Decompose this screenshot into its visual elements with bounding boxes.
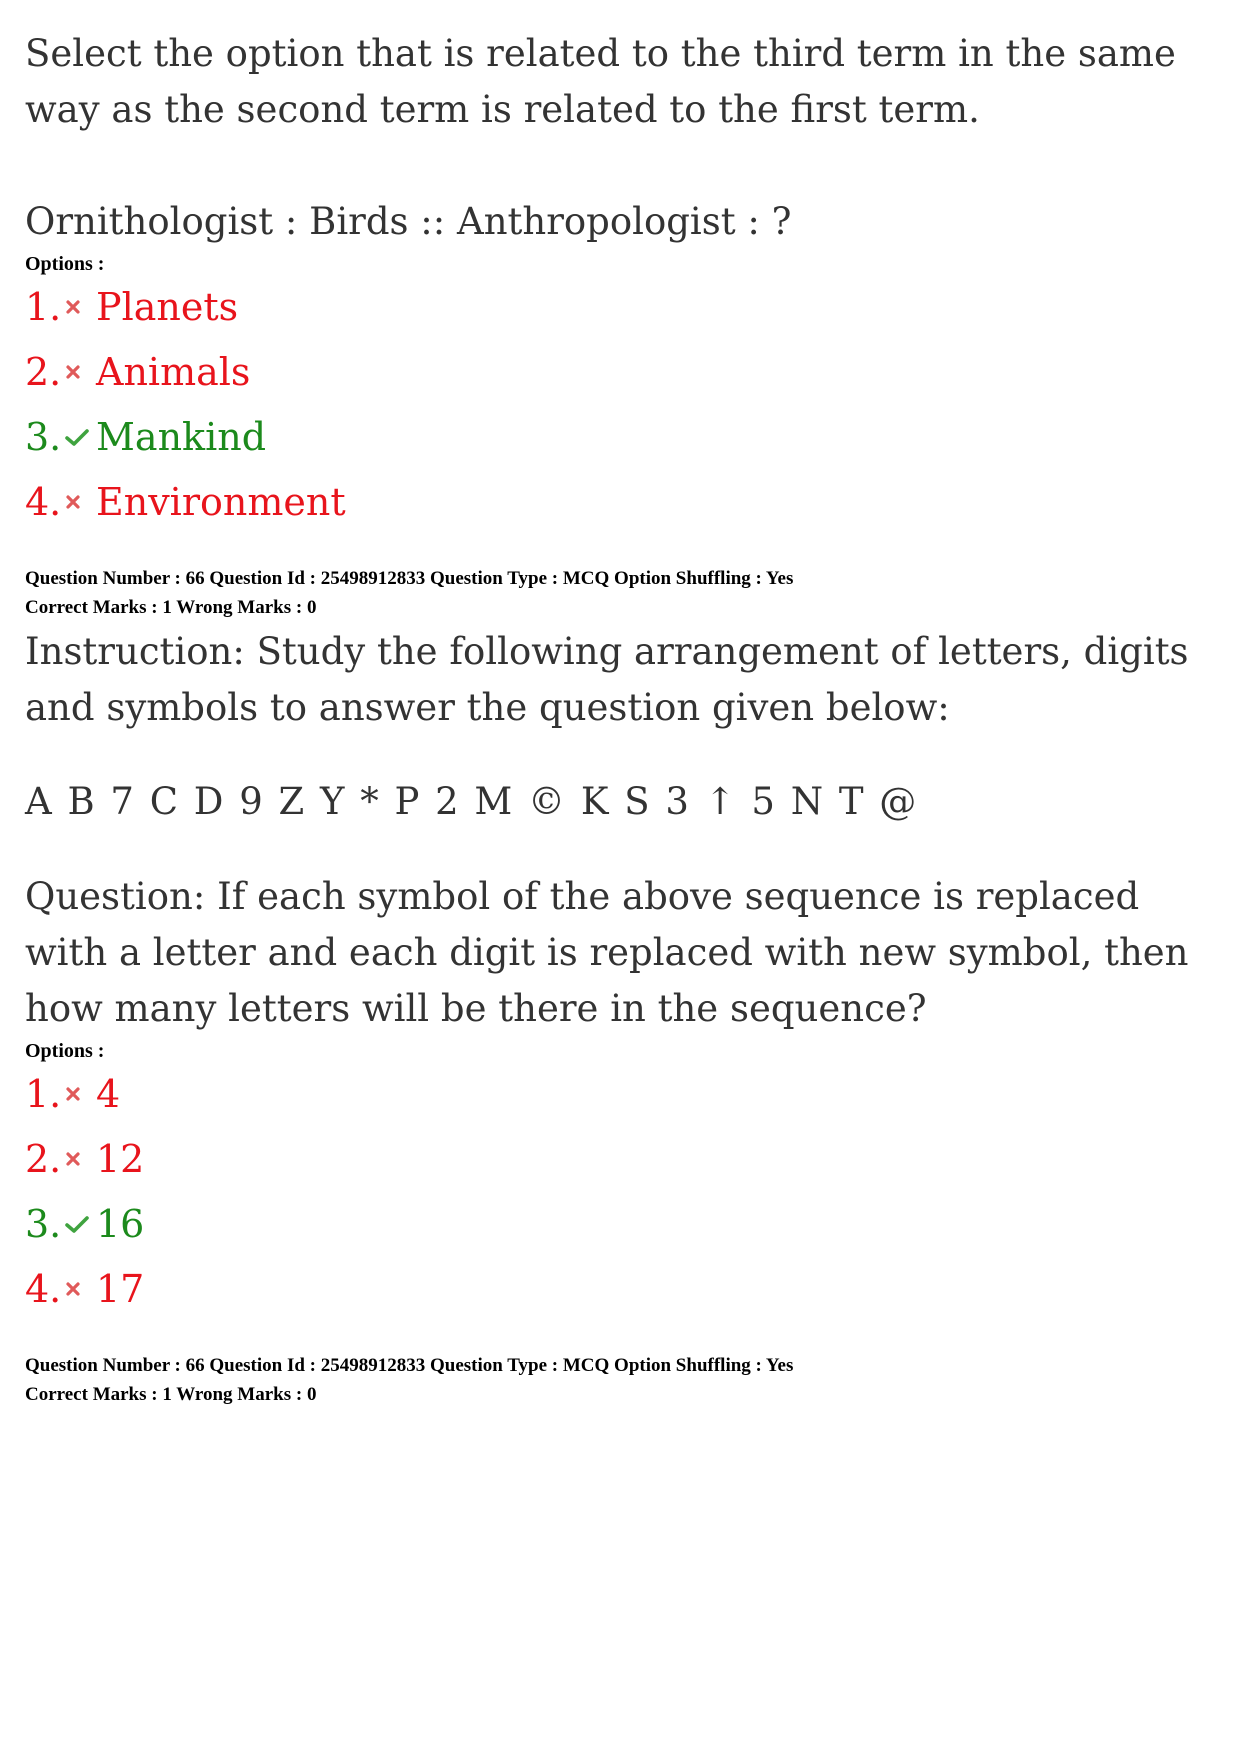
question-meta-line: Question Number : 66 Question Id : 25498912833 Question Type : MCQ Option Shuffling : Yes [25,1355,794,1376]
option-number: 3. [25,414,62,459]
option-3[interactable] [25,404,1215,469]
cross-icon [65,1151,96,1167]
question-meta-line: Question Number : 66 Question Id : 25498912833 Question Type : MCQ Option Shuffling : Yes [25,568,794,589]
option-number: 1. [25,284,62,329]
option-text: Animals [96,349,251,394]
option-text: Environment [96,479,346,524]
question-line: how many letters will be there in the sequence? [25,987,927,1030]
option-4[interactable] [25,1256,1215,1321]
question-paper-page [25,26,1215,1409]
question-block-2 [25,624,1215,1409]
option-2[interactable] [25,1126,1215,1191]
question-block-1 [25,26,1215,622]
symbol-sequence: A B 7 C D 9 Z Y * P 2 M © K S 3 ↑ 5 N T @ [25,780,919,823]
option-number: 2. [25,1136,62,1181]
option-2[interactable] [25,339,1215,404]
option-text: Planets [96,284,239,329]
question-line: Question: If each symbol of the above sequence is replaced [25,875,1140,918]
options-label: Options : [25,253,105,275]
question-stem-line: way as the second term is related to the first term. [25,88,980,131]
option-1[interactable] [25,274,1215,339]
option-text: 4 [96,1071,121,1116]
marks-meta-line: Correct Marks : 1 Wrong Marks : 0 [25,1384,317,1405]
marks-meta-line: Correct Marks : 1 Wrong Marks : 0 [25,597,317,618]
option-text: 12 [96,1136,145,1181]
options-list [25,1061,1215,1321]
option-number: 4. [25,479,62,524]
option-number: 3. [25,1201,62,1246]
option-text: 17 [96,1266,145,1311]
cross-icon [65,364,96,380]
question-line: with a letter and each digit is replaced with new symbol, then [25,931,1189,974]
option-text: 16 [96,1201,145,1246]
instruction-line: Instruction: Study the following arrangement of letters, digits [25,630,1189,673]
analogy-text: Ornithologist : Birds :: Anthropologist : ? [25,200,792,243]
instruction-line: and symbols to answer the question given below: [25,686,950,729]
cross-icon [65,1281,96,1297]
option-4[interactable] [25,469,1215,534]
check-icon [65,1215,96,1233]
question-stem-line: Select the option that is related to the third term in the same [25,32,1176,75]
cross-icon [65,299,96,315]
option-number: 1. [25,1071,62,1116]
option-number: 2. [25,349,62,394]
options-list [25,274,1215,534]
cross-icon [65,494,96,510]
cross-icon [65,1086,96,1102]
check-icon [65,428,96,446]
option-text: Mankind [96,414,267,459]
option-number: 4. [25,1266,62,1311]
options-label: Options : [25,1040,105,1062]
option-3[interactable] [25,1191,1215,1256]
option-1[interactable] [25,1061,1215,1126]
